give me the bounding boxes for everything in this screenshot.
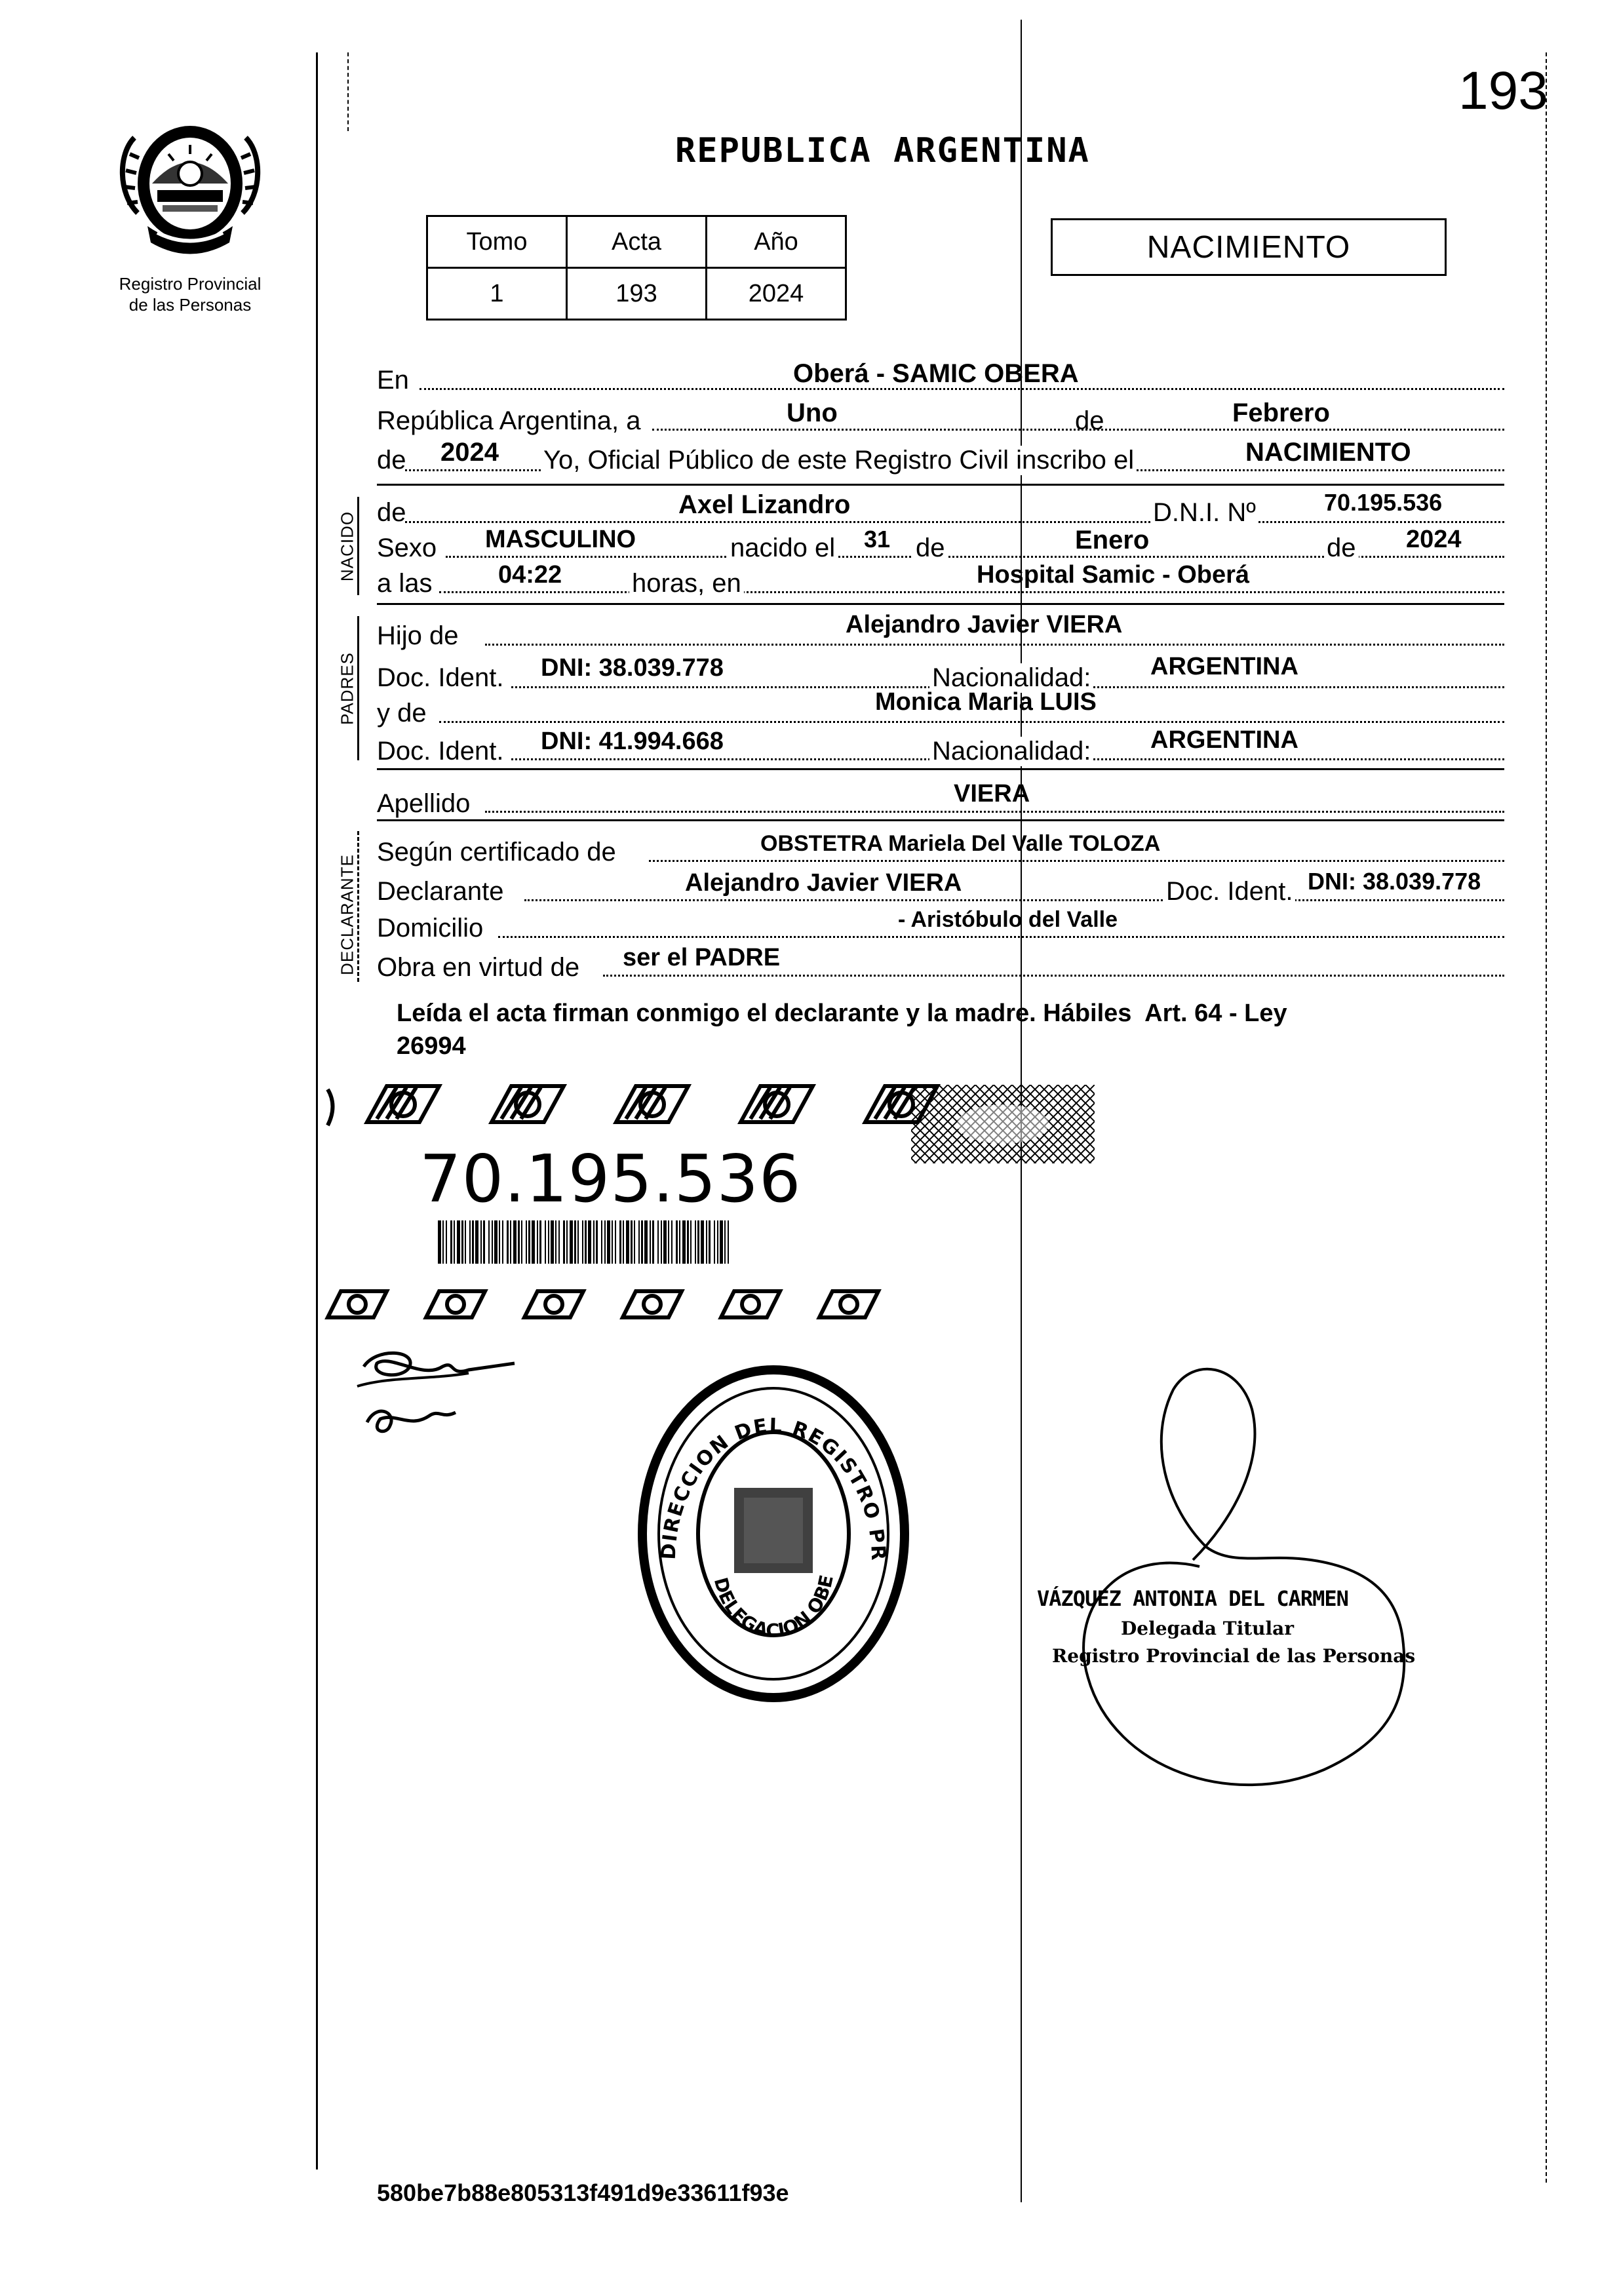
- barcode-bar: [706, 1220, 707, 1264]
- barcode-bar: [626, 1220, 629, 1264]
- round-stamp: [636, 1363, 911, 1704]
- dni-sticker-number: 70.195.536: [419, 1140, 802, 1217]
- barcode-bar: [701, 1220, 704, 1264]
- misiones-seal-icon: [111, 115, 269, 265]
- barcode-bar: [607, 1220, 610, 1264]
- label-obra-virtud: Obra en virtud de: [377, 953, 580, 982]
- dni-barcode: [438, 1220, 733, 1264]
- label-horas-en: horas, en: [629, 569, 744, 598]
- barcode-bar: [671, 1220, 673, 1264]
- section-label-nacido: NACIDO: [337, 511, 357, 582]
- barcode-bar: [634, 1220, 635, 1264]
- barcode-bar: [461, 1220, 463, 1264]
- label-y-de: y de: [377, 699, 427, 728]
- barcode-bar: [446, 1220, 447, 1264]
- barcode-bar: [714, 1220, 715, 1264]
- barcode-bar: [450, 1220, 452, 1264]
- barcode-bar: [623, 1220, 624, 1264]
- security-pattern-bottom-icon: [321, 1288, 911, 1321]
- dotline-obra: [603, 975, 1504, 977]
- barcode-bar: [604, 1220, 606, 1264]
- section-separator-nacido: [377, 484, 1504, 486]
- barcode-bar: [641, 1220, 643, 1264]
- barcode-bar: [638, 1220, 640, 1264]
- barcode-bar: [545, 1220, 546, 1264]
- barcode-bar: [612, 1220, 613, 1264]
- barcode-bar: [566, 1220, 568, 1264]
- barcode-bar: [644, 1220, 648, 1264]
- value-sexo: MASCULINO: [485, 526, 636, 553]
- barcode-bar: [480, 1220, 482, 1264]
- barcode-bar: [465, 1220, 466, 1264]
- section-separator-apellido: [377, 768, 1504, 770]
- label-hijo-de: Hijo de: [377, 621, 459, 650]
- barcode-bar: [555, 1220, 556, 1264]
- official-stamp-name: VÁZQUEZ ANTONIA DEL CARMEN: [1037, 1586, 1348, 1611]
- barcode-bar: [650, 1220, 651, 1264]
- document-hash: 580be7b88e805313f491d9e33611f93e: [377, 2179, 789, 2206]
- label-de-mes: de: [1075, 406, 1104, 435]
- barcode-bar: [631, 1220, 633, 1264]
- handwritten-signature-icon: [351, 1340, 534, 1452]
- label-nacido-el: nacido el: [728, 534, 838, 563]
- barcode-bar: [593, 1220, 595, 1264]
- barcode-bar: [652, 1220, 654, 1264]
- barcode-bar: [582, 1220, 583, 1264]
- value-apellido: VIERA: [954, 780, 1030, 807]
- label-dni: D.N.I. Nº: [1150, 498, 1258, 528]
- barcode-bar: [682, 1220, 686, 1264]
- barcode-bar: [539, 1220, 541, 1264]
- label-de-mes-nac: de: [913, 534, 948, 563]
- barcode-bar: [585, 1220, 587, 1264]
- label-nac-padre: Nacionalidad:: [929, 663, 1093, 693]
- dotline-madre: [439, 721, 1504, 723]
- label-republica: República Argentina, a: [377, 406, 641, 435]
- label-doc-padre: Doc. Ident.: [377, 663, 504, 692]
- barcode-bar: [574, 1220, 576, 1264]
- label-yo-oficial: Yo, Oficial Público de este Registro Civil inscribo el: [541, 446, 1137, 475]
- barcode-bar: [442, 1220, 444, 1264]
- value-madre-nac: ARGENTINA: [1150, 726, 1298, 754]
- barcode-bar: [532, 1220, 535, 1264]
- barcode-bar: [518, 1220, 520, 1264]
- value-madre-doc: DNI: 41.994.668: [541, 728, 724, 755]
- closing-text-1: Leída el acta firman conmigo el declarante y la madre. Hábiles Art. 64 - Ley: [397, 1000, 1287, 1027]
- province-logo: [111, 115, 269, 265]
- barcode-bar: [690, 1220, 692, 1264]
- dotline-hora: [439, 591, 1504, 593]
- barcode-bar: [438, 1220, 441, 1264]
- barcode-bar: [709, 1220, 711, 1264]
- dotline-hijo: [485, 644, 1504, 646]
- barcode-bar: [483, 1220, 485, 1264]
- section-separator-declarante: [377, 819, 1504, 821]
- dotline-certificado: [649, 860, 1504, 862]
- barcode-bar: [528, 1220, 530, 1264]
- barcode-bar: [661, 1220, 662, 1264]
- page-number: 193: [1458, 61, 1548, 121]
- table-value-tomo: 1: [427, 268, 567, 320]
- barcode-bar: [488, 1220, 490, 1264]
- value-domicilio: - Aristóbulo del Valle: [898, 907, 1118, 932]
- value-obra-virtud: ser el PADRE: [623, 944, 781, 971]
- official-stamp-role: Delegada Titular: [1121, 1618, 1295, 1639]
- stamp-round-text: DIRECCION DEL REGISTRO PR: [657, 1414, 890, 1563]
- value-nombre: Axel Lizandro: [678, 490, 851, 519]
- barcode-bar: [551, 1220, 554, 1264]
- barcode-bar: [720, 1220, 723, 1264]
- value-padre-nac: ARGENTINA: [1150, 653, 1298, 680]
- label-de-anio: de: [377, 446, 406, 475]
- value-dia-letras: Uno: [787, 399, 838, 427]
- value-dni: 70.195.536: [1324, 489, 1443, 516]
- barcode-bar: [563, 1220, 565, 1264]
- label-en: En: [377, 366, 409, 395]
- label-declarante: Declarante: [377, 877, 504, 906]
- record-table: [426, 215, 847, 321]
- value-lugar: Oberá - SAMIC OBERA: [793, 359, 1079, 388]
- barcode-bar: [492, 1220, 493, 1264]
- barcode-bar: [687, 1220, 689, 1264]
- dotline-declarante: [524, 899, 1504, 901]
- barcode-bar: [717, 1220, 718, 1264]
- label-a-las: a las: [377, 569, 433, 598]
- barcode-bar: [475, 1220, 478, 1264]
- barcode-bar: [724, 1220, 726, 1264]
- value-madre: Monica Maria LUIS: [875, 688, 1097, 716]
- barcode-bar: [728, 1220, 729, 1264]
- label-nac-madre: Nacionalidad:: [929, 737, 1093, 766]
- barcode-bar: [663, 1220, 667, 1264]
- table-header-anio: Año: [707, 216, 846, 268]
- barcode-bar: [588, 1220, 591, 1264]
- barcode-bar: [472, 1220, 474, 1264]
- label-de-nombre: de: [377, 498, 406, 527]
- left-margin-line: [316, 52, 318, 2170]
- value-certificado: OBSTETRA Mariela Del Valle TOLOZA: [760, 831, 1161, 856]
- value-declarante-doc: DNI: 38.039.778: [1308, 868, 1481, 895]
- label-apellido: Apellido: [377, 789, 471, 818]
- value-mes-letras: Febrero: [1232, 399, 1330, 427]
- barcode-bar: [469, 1220, 471, 1264]
- signature-declarante: [351, 1340, 534, 1452]
- value-lugar-nac: Hospital Samic - Oberá: [977, 561, 1250, 589]
- table-header-tomo: Tomo: [427, 216, 567, 268]
- left-dashed-edge: [347, 52, 349, 131]
- value-padre-doc: DNI: 38.039.778: [541, 654, 724, 682]
- barcode-bar: [619, 1220, 621, 1264]
- barcode-bar: [457, 1220, 460, 1264]
- barcode-bar: [601, 1220, 602, 1264]
- value-hora: 04:22: [498, 561, 562, 589]
- label-sexo: Sexo: [377, 534, 437, 562]
- section-label-declarante: DECLARANTE: [337, 854, 357, 975]
- security-band-bottom: [321, 1288, 911, 1321]
- value-padre: Alejandro Javier VIERA: [846, 611, 1123, 638]
- value-anio: 2024: [440, 438, 499, 467]
- closing-text-2: 26994: [397, 1032, 466, 1060]
- barcode-bar: [499, 1220, 500, 1264]
- label-segun-cert: Según certificado de: [377, 838, 616, 866]
- label-doc-madre: Doc. Ident.: [377, 737, 504, 766]
- barcode-bar: [537, 1220, 538, 1264]
- dotline-apellido: [485, 811, 1504, 813]
- section-separator-padres: [377, 603, 1504, 605]
- right-dashed-edge: [1546, 52, 1547, 2183]
- barcode-bar: [526, 1220, 527, 1264]
- table-value-acta: 193: [567, 268, 707, 320]
- barcode-bar: [507, 1220, 509, 1264]
- barcode-bar: [494, 1220, 497, 1264]
- barcode-bar: [577, 1220, 579, 1264]
- label-domicilio: Domicilio: [377, 914, 484, 943]
- barcode-icon: [438, 1220, 733, 1264]
- barcode-bar: [454, 1220, 455, 1264]
- security-hologram: [911, 1085, 1095, 1163]
- label-doc-declarante: Doc. Ident.: [1163, 877, 1295, 906]
- logo-caption-2: de las Personas: [128, 295, 252, 315]
- barcode-bar: [548, 1220, 549, 1264]
- barcode-bar: [695, 1220, 696, 1264]
- barcode-bar: [668, 1220, 669, 1264]
- logo-caption-1: Registro Provincial: [119, 274, 262, 294]
- official-stamp-office: Registro Provincial de las Personas: [1052, 1645, 1416, 1667]
- value-declarante: Alejandro Javier VIERA: [685, 869, 962, 897]
- barcode-bar: [502, 1220, 503, 1264]
- value-tipo-acta: NACIMIENTO: [1245, 438, 1411, 467]
- table-header-acta: Acta: [567, 216, 707, 268]
- label-de-anio-nac: de: [1324, 534, 1359, 563]
- barcode-bar: [521, 1220, 522, 1264]
- barcode-bar: [513, 1220, 517, 1264]
- barcode-bar: [657, 1220, 659, 1264]
- table-value-anio: 2024: [707, 268, 846, 320]
- value-mes-nac: Enero: [1075, 526, 1150, 555]
- dotline-domicilio: [498, 936, 1504, 938]
- value-anio-nac: 2024: [1406, 526, 1462, 553]
- hologram-icon: [911, 1085, 1095, 1163]
- barcode-bar: [570, 1220, 573, 1264]
- document-title: REPUBLICA ARGENTINA: [675, 131, 1090, 170]
- barcode-bar: [679, 1220, 680, 1264]
- barcode-bar: [676, 1220, 678, 1264]
- section-label-padres: PADRES: [337, 652, 357, 725]
- record-type-box: [1051, 218, 1447, 276]
- record-type-label: NACIMIENTO: [1146, 229, 1351, 265]
- dotline-nombre: [405, 521, 1504, 523]
- barcode-bar: [558, 1220, 560, 1264]
- barcode-bar: [596, 1220, 598, 1264]
- stamp-round-inner: DELEGACION OBE: [709, 1572, 838, 1642]
- barcode-bar: [697, 1220, 699, 1264]
- official-round-stamp-icon: [636, 1363, 911, 1704]
- barcode-bar: [510, 1220, 511, 1264]
- value-dia-nac: 31: [864, 526, 891, 553]
- barcode-bar: [615, 1220, 616, 1264]
